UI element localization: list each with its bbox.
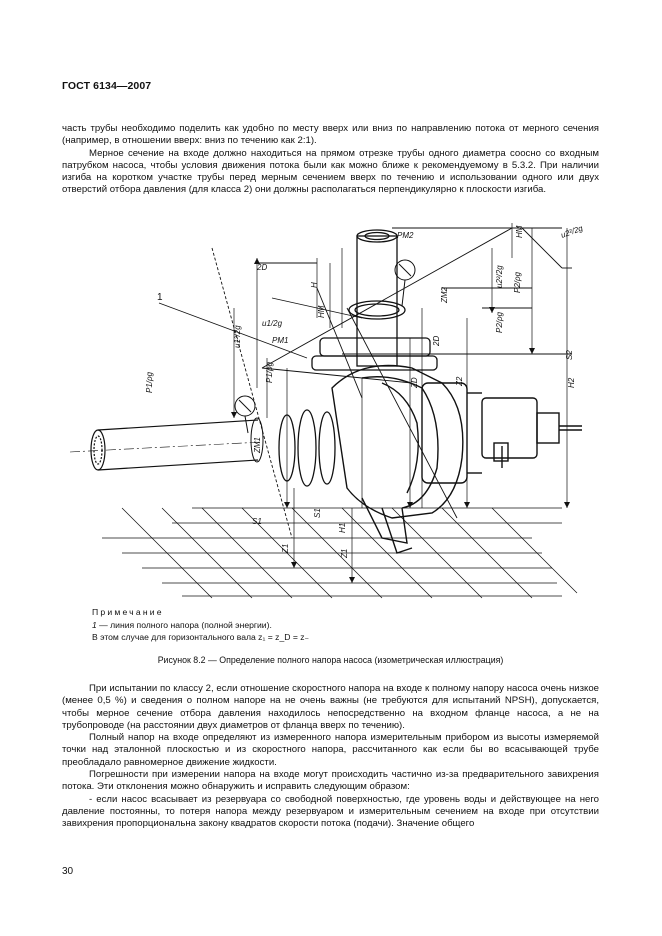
suction-pipe	[70, 420, 262, 470]
z-d-label: ZD	[410, 377, 419, 388]
s1-label: S1	[252, 517, 262, 526]
figure-note	[92, 606, 309, 644]
dim-2d-vertical-label: 2D	[432, 335, 441, 346]
paragraph: Полный напор на входе определяют из измеренного напора измерительным прибором из высоты измеряемой точки над эталонной плоскостью и из скоростного напора, рассчитанного как если бы во всасывающей трубе преобладало равномерное движение жидкости.	[62, 732, 599, 768]
h-m2-label: HM	[515, 225, 524, 238]
note-line-2: В этом случае для горизонтального вала z₁ = z_D = z₋	[92, 632, 310, 643]
outlet-pressure-gauge	[395, 260, 415, 306]
h-m-label: HM	[317, 305, 326, 318]
s2-label: S2	[565, 350, 574, 360]
pump-volute	[332, 366, 582, 554]
u2-squared-label-b: u2²/2g	[495, 265, 504, 288]
h1-label: H1	[338, 522, 347, 533]
h2-label: H2	[567, 377, 576, 388]
p1-rho-g-label: P1/ρg	[145, 371, 154, 393]
s1-label-b: S1	[313, 508, 322, 518]
note-title: Примечание	[92, 607, 164, 617]
note-item-text: — линия полного напора (полной энергии).	[96, 619, 272, 630]
p2-rho-g-label: P2/ρg	[495, 311, 504, 333]
paragraph: - если насос всасывает из резервуара со свободной поверхностью, где уровень воды и действующее на него давление постоянны, то потеря напора между резервуаром и измерительным сечением на входе при отсутствии завихрения пропорциональна закону квадратов скорости потока (подачи). Значение общего	[62, 793, 599, 830]
p2-rho-g-label-b: P2/ρg	[513, 271, 522, 293]
z1-label-b: Z1	[340, 548, 349, 558]
z-m1-label: ZM1	[253, 437, 262, 453]
callout-1-label: 1	[157, 292, 163, 303]
figure-caption: Рисунок 8.2 — Определение полного напора насоса (изометрическая иллюстрация)	[157, 655, 504, 665]
isometric-pump-diagram	[62, 208, 602, 603]
page-header: ГОСТ 6134—2007	[62, 80, 152, 92]
p-m2-label: PM2	[397, 231, 414, 240]
u1-2g-label: u1/2g	[262, 319, 283, 328]
h-label: H	[310, 282, 319, 288]
figure-8-2	[62, 208, 602, 603]
paragraph: Погрешности при измерении напора на входе могут происходить частично из-за предварительного завихрения потока. Эти отклонения можно обнаружить и исправить следующим образом:	[62, 769, 599, 793]
z1-label: Z1	[281, 543, 290, 553]
z-m2-label: ZM2	[440, 287, 449, 303]
top-text	[62, 123, 599, 197]
bottom-text	[62, 683, 599, 831]
paragraph: Мерное сечение на входе должно находиться на прямом отрезке трубы одного диаметра соосно со входным патрубком насоса, чтобы условия движения потока были как можно ближе к рекомендуемому в 5.3.2. При наличии изгиба на коротком участке трубы перед мерным сечением вверх по течению и использовании одного или двух отверстий отбора давления (для класса 2) они должны располагаться перпендикулярно к плоскости изгиба.	[62, 147, 599, 196]
page-number: 30	[62, 866, 74, 877]
p-m1-label: PM1	[272, 336, 289, 345]
note-item-number: 1	[92, 619, 97, 630]
z2-label: Z2	[455, 376, 464, 386]
discharge-pipe	[312, 230, 437, 370]
u2-squared-label: u2²/2g	[559, 223, 585, 240]
paragraph: При испытании по классу 2, если отношение скоростного напора на входе к полному напору насоса очень низкое (менее 0,5 %) и сведения о полном напоре на не очень важны (не требуются для испытаний NPSH), допускается, чтобы мерное сечение отбора давления находилось непосредственно на входном фланце насоса, а не на трубопроводе (на расстоянии двух диаметров от фланца вверх по течению).	[62, 683, 599, 731]
arrow-ticks	[231, 258, 570, 583]
note-item	[92, 619, 309, 632]
dim-2d-label: 2D	[257, 263, 268, 272]
inlet-flanges	[279, 410, 335, 486]
p1-rho-g-label-b: P1/ρg	[265, 361, 274, 383]
paragraph: часть трубы необходимо поделить как удобно по месту вверх или вниз по направлению потока от мерного сечения (например, в отношении вверх: вниз по течению как 2:1).	[62, 123, 599, 147]
u1-squared-label: u1²/2g	[233, 325, 242, 348]
